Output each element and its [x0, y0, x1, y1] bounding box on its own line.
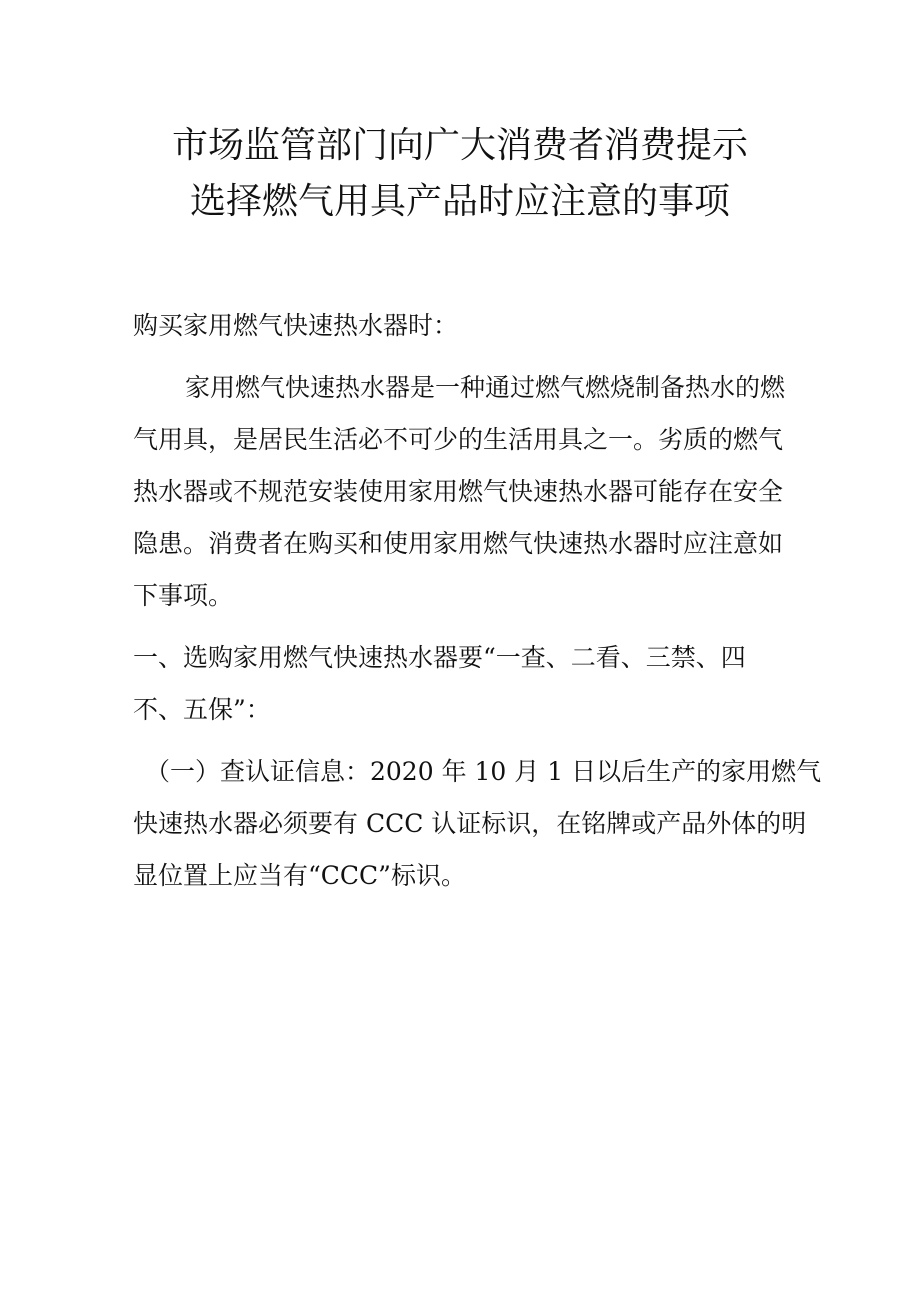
paragraph-1-line-1: 家用燃气快速热水器是一种通过燃气燃烧制备热水的燃: [185, 373, 786, 402]
intro-heading: 购买家用燃气快速热水器时：: [133, 311, 459, 340]
title-line-1: 市场监管部门向广大消费者消费提示: [171, 125, 748, 166]
paragraph-1-line-5: 下事项。: [133, 581, 234, 610]
spacer: [133, 736, 793, 746]
paragraph-1-line-4: 隐患。消费者在购买和使用家用燃气快速热水器时应注意如: [133, 529, 784, 558]
section-1-line-2: 不、五保”：: [133, 695, 271, 724]
paragraph-1-line-3: 热水器或不规范安装使用家用燃气快速热水器可能存在安全: [133, 477, 784, 506]
item-1-line-1: （一）查认证信息：2020 年 10 月 1 日以后生产的家用燃气: [145, 757, 822, 786]
spacer: [133, 622, 793, 632]
paragraph-1: [133, 362, 793, 622]
paragraph-1-line-2: 气用具，是居民生活必不可少的生活用具之一。劣质的燃气: [133, 425, 784, 454]
item-1-line-2: 快速热水器必须要有 CCC 认证标识，在铭牌或产品外体的明: [133, 809, 807, 838]
title-line-2: 选择燃气用具产品时应注意的事项: [189, 181, 730, 222]
section-1-heading: [133, 632, 793, 736]
item-1: [133, 746, 822, 902]
item-1-line-3: 显位置上应当有“CCC”标识。: [133, 861, 466, 890]
section-1-line-1: 一、选购家用燃气快速热水器要“一查、二看、三禁、四: [133, 643, 746, 672]
document-body: [133, 300, 822, 902]
document-title: [0, 118, 920, 230]
